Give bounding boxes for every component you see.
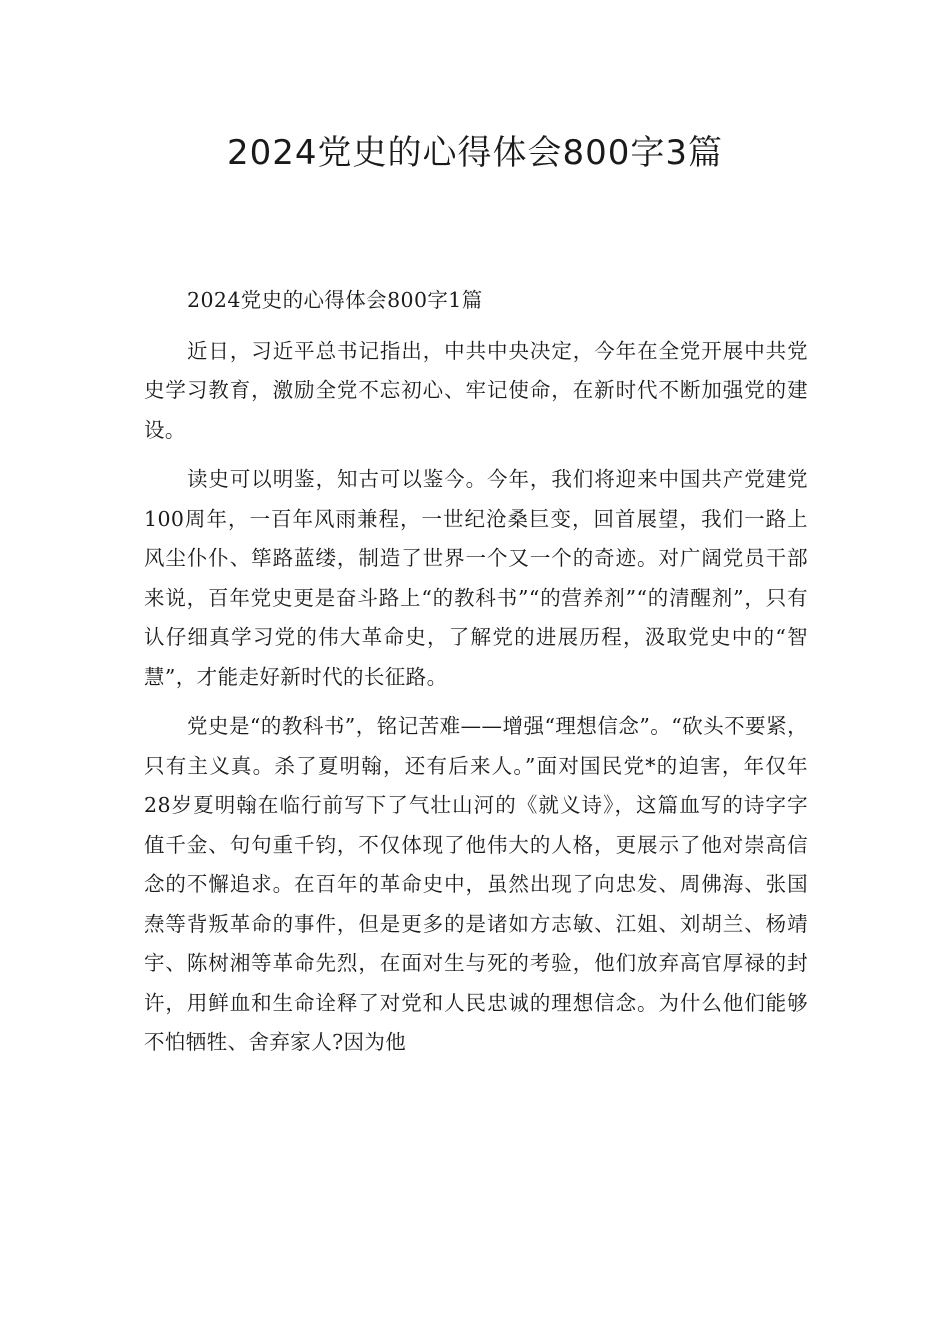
document-body [144, 281, 808, 1073]
document-title: 2024党史的心得体会800字3篇 [226, 133, 724, 173]
body-paragraph: 读史可以明鉴，知古可以鉴今。今年，我们将迎来中国共产党建党100周年，一百年风雨兼程，一世纪沧桑巨变，回首展望，我们一路上风尘仆仆、筚路蓝缕，制造了世界一个又一个的奇迹。对广阔党员干部来说，百年党史更是奋斗路上“的教科书”“的营养剂”“的清醒剂”，只有认仔细真学习党的伟大革命史，了解党的进展历程，汲取党史中的“智慧”，才能走好新时代的长征路。 [144, 467, 808, 689]
body-paragraph: 党史是“的教科书”，铭记苦难——增强“理想信念”。“砍头不要紧，只有主义真。杀了夏明翰，还有后来人。”面对国民党*的迫害，年仅年28岁夏明翰在临行前写下了气壮山河的《就义诗》，这篇血写的诗字字值千金、句句重千钧，不仅体现了他伟大的人格，更展示了他对崇高信念的不懈追求。在百年的革命史中，虽然出现了向忠发、周佛海、张国焘等背叛革命的事件，但是更多的是诸如方志敏、江姐、刘胡兰、杨靖宇、陈树湘等革命先烈，在面对生与死的考验，他们放弃高官厚禄的封许，用鲜血和生命诠释了对党和人民忠诚的理想信念。为什么他们能够不怕牺牲、舍弃家人?因为他 [144, 714, 808, 1054]
section-heading: 2024党史的心得体会800字1篇 [187, 288, 483, 312]
body-paragraph: 近日，习近平总书记指出，中共中央决定，今年在全党开展中共党史学习教育，激励全党不忘初心、牢记使命，在新时代不断加强党的建设。 [144, 338, 808, 442]
